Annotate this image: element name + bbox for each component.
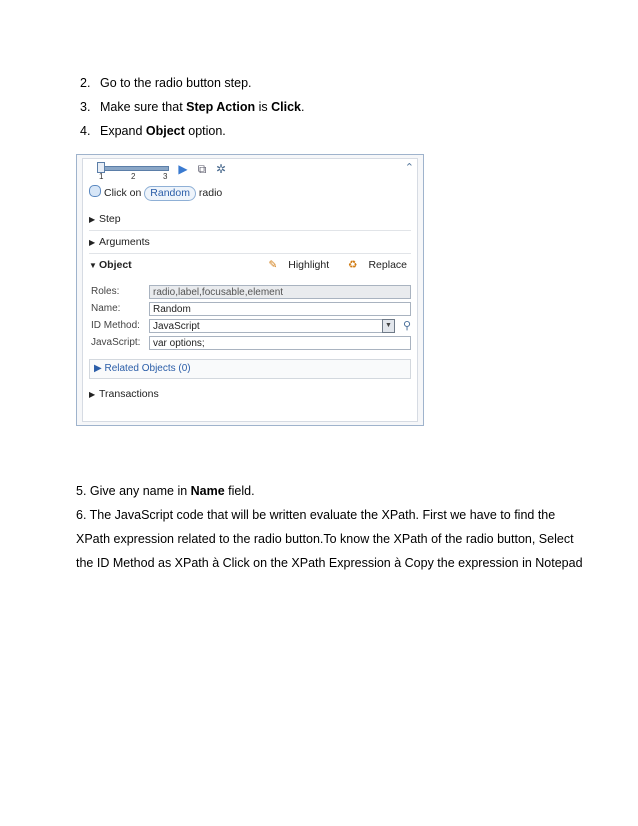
paragraph-text: field. bbox=[224, 484, 255, 498]
javascript-row bbox=[91, 336, 411, 351]
step-number: 3. bbox=[80, 100, 91, 114]
id-method-select[interactable]: JavaScript bbox=[149, 319, 395, 333]
section-arguments-label: Arguments bbox=[99, 236, 150, 248]
step-editor-screenshot bbox=[76, 154, 424, 426]
id-method-label: ID Method: bbox=[91, 320, 140, 331]
replace-button[interactable] bbox=[340, 259, 407, 271]
related-objects-section[interactable] bbox=[89, 359, 411, 379]
step-text: is bbox=[255, 100, 272, 114]
target-object-pill[interactable]: Random bbox=[144, 186, 196, 201]
step-number: 2. bbox=[80, 76, 91, 90]
paragraph-bold-name: Name bbox=[190, 484, 225, 498]
click-suffix: radio bbox=[198, 187, 223, 199]
related-objects-label: Related Objects (0) bbox=[104, 363, 191, 374]
slider-tick-3: 3 bbox=[163, 172, 168, 181]
chevron-down-icon[interactable]: ▼ bbox=[382, 319, 395, 333]
slider-tick-1: 1 bbox=[99, 172, 104, 181]
step-text: Go to the radio button step. bbox=[100, 76, 252, 90]
search-object-icon[interactable]: ⚲ bbox=[402, 320, 411, 332]
play-icon[interactable]: ▶ bbox=[178, 162, 188, 176]
step-editor-inner bbox=[82, 158, 418, 422]
object-actions bbox=[252, 254, 407, 276]
replace-icon: ♻ bbox=[348, 259, 358, 271]
section-object-label: Object bbox=[99, 259, 132, 271]
highlight-wand-icon: ✎ bbox=[268, 259, 278, 271]
window-icon[interactable]: ⧉ bbox=[197, 162, 207, 176]
section-transactions-label: Transactions bbox=[99, 388, 159, 400]
section-step[interactable] bbox=[89, 208, 411, 231]
step-bold-object: Object bbox=[145, 124, 185, 138]
roles-label: Roles: bbox=[91, 286, 120, 297]
step-description bbox=[89, 185, 222, 201]
name-row bbox=[91, 302, 411, 317]
highlight-button[interactable] bbox=[260, 259, 329, 271]
section-step-label: Step bbox=[99, 213, 121, 225]
section-arguments[interactable] bbox=[89, 231, 411, 254]
name-label: Name: bbox=[91, 303, 121, 314]
radio-step-icon bbox=[89, 185, 101, 197]
id-method-row bbox=[91, 319, 411, 334]
expand-triangle-icon: ▶ bbox=[89, 238, 96, 247]
step-bold-click: Click bbox=[271, 100, 302, 114]
javascript-field[interactable]: var options; bbox=[149, 336, 411, 350]
collapse-triangle-icon: ▼ bbox=[89, 261, 97, 270]
click-prefix: Click on bbox=[104, 187, 142, 199]
step-text: option. bbox=[184, 124, 226, 138]
step-slider-track[interactable] bbox=[101, 166, 169, 171]
paragraph-text: 5. Give any name in bbox=[76, 484, 191, 498]
record-icon[interactable]: ✲ bbox=[215, 162, 227, 176]
highlight-label: Highlight bbox=[288, 259, 330, 271]
section-object[interactable] bbox=[89, 254, 411, 276]
expand-triangle-icon: ▶ bbox=[89, 390, 96, 399]
roles-field: radio,label,focusable,element bbox=[149, 285, 411, 299]
step-4 bbox=[80, 119, 305, 143]
expand-triangle-icon: ▶ bbox=[89, 215, 96, 224]
step-bold-step-action: Step Action bbox=[186, 100, 256, 114]
paragraph-6-line-3: the ID Method as XPath à Click on the XPath Expression à Copy the expression in Notepad bbox=[76, 556, 583, 570]
step-text: . bbox=[301, 100, 305, 114]
step-text: Make sure that bbox=[100, 100, 187, 114]
paragraph-5 bbox=[76, 479, 255, 503]
expand-triangle-icon: ▶ bbox=[94, 363, 102, 374]
paragraph-6-line-1: 6. The JavaScript code that will be written evaluate the XPath. First we have to find the bbox=[76, 508, 556, 522]
step-toolbar bbox=[83, 159, 417, 181]
instruction-steps bbox=[80, 71, 305, 143]
javascript-label: JavaScript: bbox=[91, 337, 141, 348]
step-2 bbox=[80, 71, 305, 95]
roles-row bbox=[91, 285, 411, 300]
step-3 bbox=[80, 95, 305, 119]
slider-tick-2: 2 bbox=[131, 172, 136, 181]
collapse-up-icon[interactable]: ⌃ bbox=[404, 162, 414, 174]
step-text: Expand bbox=[100, 124, 146, 138]
name-field[interactable]: Random bbox=[149, 302, 411, 316]
section-transactions[interactable] bbox=[89, 383, 411, 405]
step-number: 4. bbox=[80, 124, 91, 138]
paragraph-6-line-2: XPath expression related to the radio button.To know the XPath of the radio button, Select bbox=[76, 532, 574, 546]
replace-label: Replace bbox=[368, 259, 407, 271]
